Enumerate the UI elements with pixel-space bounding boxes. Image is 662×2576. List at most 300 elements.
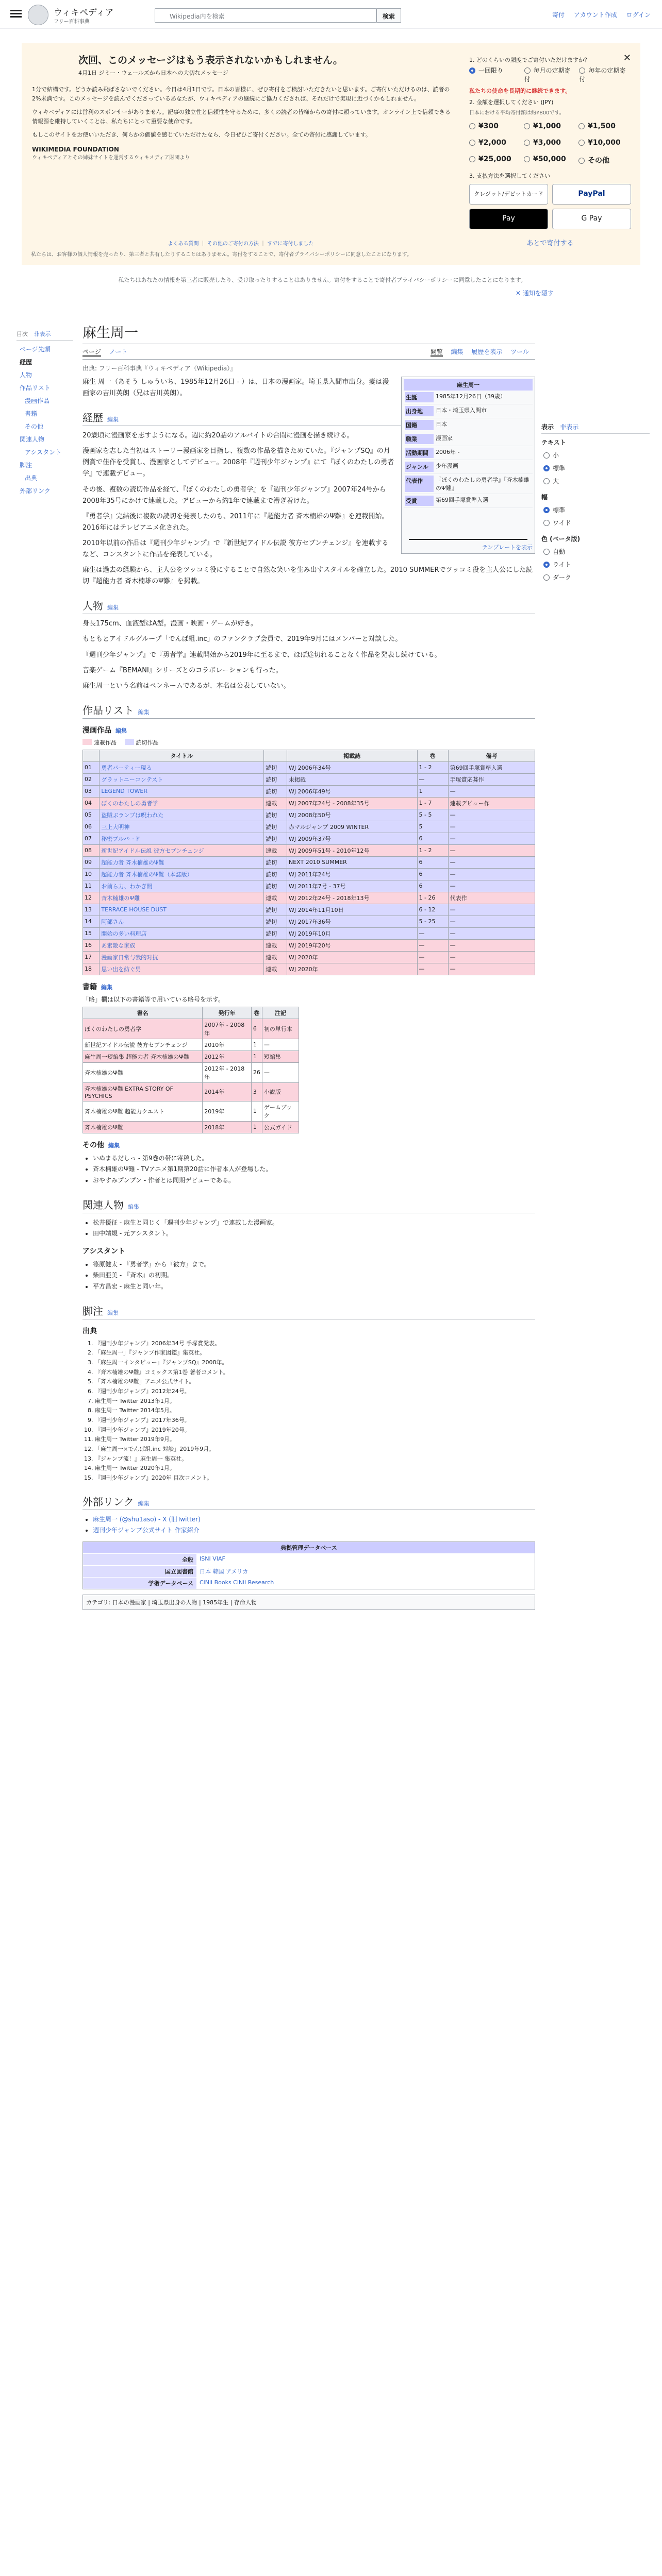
navbox-links[interactable]: ISNI VIAF (200, 1555, 225, 1563)
table-cell: — (448, 916, 535, 927)
close-icon[interactable]: ✕ (623, 53, 631, 63)
table-cell: WJ 2019年20号 (287, 939, 417, 951)
navbox-links[interactable]: 日本 韓国 アメリカ (200, 1568, 249, 1575)
color-label: 色 (ベータ版) (541, 535, 581, 543)
edit-link[interactable]: 編集 (107, 604, 119, 612)
text-size-option[interactable]: 大 (543, 477, 650, 485)
list-item: • 斉木楠雄のΨ難 - TVアニメ第1期第20話に作者本人が登場した。 (93, 1164, 535, 1175)
text-size-label: テキスト (541, 439, 566, 446)
lead-paragraph: 麻生 周一（あそう しゅういち、1985年12月26日 - ）は、日本の漫画家。埼玉県入間市出身。妻は漫画家の吉川英朗（兄は吉川英朗）。 (82, 378, 389, 398)
table-cell: 新世紀アイドル伝説 彼方セブンチェンジ (83, 1039, 203, 1050)
table-cell[interactable]: ぼくのわたしの勇者学 (100, 797, 264, 809)
table-cell: WJ 2007年24号 - 2008年35号 (287, 797, 417, 809)
edit-link[interactable]: 編集 (107, 1309, 119, 1316)
table-cell[interactable]: 開始の多い料理店 (100, 927, 264, 939)
table-cell: 06 (83, 821, 100, 833)
logo-subtitle: フリー百科事典 (54, 19, 90, 25)
column-header: タイトル (100, 750, 264, 761)
banner-privacy-note: 私たちは、お客様の個人情報を売ったり、第三者と共有したりすることはありません。寄付をすることで、寄付者プライバシーポリシーに同意したことになります。 (31, 252, 412, 258)
login-link[interactable]: ログイン (626, 11, 651, 19)
donate-link[interactable]: 寄付 (552, 11, 565, 19)
reference-item: 10. 『週刊少年ジャンプ』2019年20号。 (95, 1426, 535, 1435)
table-cell: 1 - 2 (417, 844, 448, 856)
infobox (401, 377, 535, 554)
freq-monthly[interactable]: 毎月の定期寄付 (524, 67, 571, 83)
tab-history[interactable]: 履歴を表示 (471, 348, 503, 355)
amount-option[interactable]: ¥50,000 (524, 152, 576, 168)
toc-item[interactable]: 書籍 (25, 410, 38, 417)
banner-footer: よくある質問 ｜ その他のご寄付の方法 ｜ すでに寄付しました 私たちは、お客様の個人情報を売ったり、第三者と共有したりすることはありません。寄付をすることで、寄付者プライバシーポリシーに同意したことになります。 (22, 239, 460, 258)
table-cell: 短編集 (262, 1050, 299, 1062)
amount-options (469, 119, 631, 168)
table-cell: 読切 (264, 785, 287, 797)
reference-item: 14. 麻生周一 Twitter 2020年1月。 (95, 1464, 535, 1473)
table-cell: — (417, 927, 448, 939)
table-cell: 連載 (264, 797, 287, 809)
table-cell: 3 (251, 1082, 262, 1101)
table-row (83, 939, 535, 951)
table-cell: 18 (83, 963, 100, 975)
table-row (83, 833, 535, 844)
table-cell: 13 (83, 904, 100, 916)
amount-option[interactable]: ¥300 (469, 119, 522, 133)
hide-notice-link[interactable]: ✕ 通知を隠す (516, 290, 554, 297)
toc-item[interactable]: 経歴 (20, 359, 32, 366)
wikimedia-logo: WIKIMEDIA FOUNDATION (32, 145, 119, 153)
infobox-row: 国籍 日本 (404, 418, 533, 432)
table-row (83, 1062, 299, 1082)
table-cell: 斉木楠雄のΨ難 (83, 1121, 203, 1133)
edit-link[interactable]: 編集 (128, 1203, 139, 1210)
table-cell: — (448, 904, 535, 916)
section-heading: 作品リスト 編集 (82, 702, 535, 719)
table-row (83, 1101, 299, 1121)
infobox-row: 出身地 日本・埼玉県入間市 (404, 404, 533, 418)
amount-option[interactable]: ¥25,000 (469, 152, 522, 168)
table-cell: WJ 2009年51号 - 2010年12号 (287, 844, 417, 856)
table-cell[interactable]: 斉木楠雄のΨ難 (100, 892, 264, 904)
table-cell: 読切 (264, 833, 287, 844)
toc-item[interactable]: ページ先頭 (20, 346, 51, 353)
tab-edit[interactable]: 編集 (451, 348, 464, 355)
table-cell: 第69回手塚賞準入選 (448, 761, 535, 773)
main-menu-icon[interactable] (10, 8, 22, 18)
table-cell: 6 (417, 833, 448, 844)
table-cell[interactable]: 盗賊ぶランプは呪われた (100, 809, 264, 821)
reference-item: 13. 『ジャンプ流！』麻生周一 集英社。 (95, 1454, 535, 1464)
table-cell: 1 - 2 (417, 761, 448, 773)
table-cell: 読切 (264, 856, 287, 868)
paragraph: 20歳頃に漫画家を志すようになる。週に約20話のアルバイトの合間に漫画を描き続ける。 (82, 432, 354, 440)
banner-paragraph: 1分で結構です。どうか読み飛ばさないでください。今日は4月1日です。日本の皆様に、ぜひ寄付をご検討いただきたいと思います。ご寄付いただけるのは、読者の2%未満です。このメッセージを読んでくださっているあなたが、ウィキペディアの継続にご協力くだされば、それだけで実現に近づくかもしれません。 (32, 86, 450, 102)
table-cell: 1 (251, 1101, 262, 1121)
already-donated-link[interactable]: すでに寄付しました (267, 241, 314, 247)
table-cell: 08 (83, 844, 100, 856)
table-cell: 代表作 (448, 892, 535, 904)
table-of-contents (16, 330, 73, 499)
table-cell: 連載 (264, 951, 287, 963)
toc-item[interactable]: アシスタント (25, 449, 62, 456)
table-cell: 6 - 12 (417, 904, 448, 916)
infobox-row: 代表作 『ぼくのわたしの勇者学』『斉木楠雄のΨ難』 (404, 474, 533, 494)
table-row (83, 1019, 299, 1039)
toc-hide-button[interactable]: 非表示 (34, 331, 51, 337)
table-row (83, 892, 535, 904)
edit-link[interactable]: 編集 (108, 1142, 120, 1149)
section-heading: 外部リンク 編集 (82, 1494, 535, 1510)
text-size-option[interactable]: 標準 (543, 464, 650, 472)
table-cell: — (262, 1062, 299, 1082)
table-cell: WJ 2006年34号 (287, 761, 417, 773)
toc-item[interactable]: 関連人物 (20, 436, 45, 443)
page-title: 麻生周一 (82, 321, 535, 344)
amount-note: 日本における平均寄付額は約¥800です。 (469, 110, 565, 116)
table-cell: WJ 2014年11月10日 (287, 904, 417, 916)
table-cell: — (448, 951, 535, 963)
table-row (83, 761, 535, 773)
toc-item[interactable]: 作品リスト (20, 384, 51, 392)
table-cell: — (417, 963, 448, 975)
table-cell[interactable]: 漫画家日常与我的对抗 (100, 951, 264, 963)
toc-item[interactable]: その他 (25, 423, 44, 430)
color-option[interactable]: ダーク (543, 573, 650, 582)
other-list (93, 1153, 535, 1187)
freq-yearly[interactable]: 毎年の定期寄付 (579, 67, 626, 83)
paragraph: 『勇者学』完結後に複数の読切を発表したのち、2011年に『超能力者 斉木楠雄のΨ難』を連載開始。2016年にはテレビアニメ化された。 (82, 512, 389, 532)
table-cell: — (448, 868, 535, 880)
table-cell: 17 (83, 951, 100, 963)
table-row (83, 773, 535, 785)
table-cell: 読切 (264, 773, 287, 785)
table-cell: WJ 2011年7号 - 37号 (287, 880, 417, 892)
assistant-list (93, 1259, 535, 1293)
toc-title: 目次 非表示 (16, 330, 73, 341)
donate-later-link[interactable]: あとで寄付する (526, 240, 574, 247)
freq-once[interactable]: 一回限り (469, 66, 521, 83)
user-links (545, 10, 651, 19)
tab-read[interactable]: 閲覧 (430, 348, 443, 355)
table-cell: 5 (417, 821, 448, 833)
color-option[interactable]: ライト (543, 560, 650, 569)
table-cell: 26 (251, 1062, 262, 1082)
paragraph: その後、複数の読切作品を経て、『ぼくのわたしの勇者学』を『週刊少年ジャンプ』2007年24号から2008年35号にかけて連載した。デビューから約1年で連載まで漕ぎ着けた。 (82, 485, 386, 505)
table-cell: 5 - 25 (417, 916, 448, 927)
table-cell: 読切 (264, 904, 287, 916)
table-row (83, 1039, 299, 1050)
paragraph: 麻生周一という名前はペンネームであるが、本名は公表していない。 (82, 682, 290, 690)
article (82, 309, 535, 1610)
table-cell: WJ 2006年49号 (287, 785, 417, 797)
books-note: 「略」欄は以下の書籍等で用いている略号を示す。 (82, 995, 225, 1003)
donation-banner (22, 43, 640, 265)
toc-item[interactable]: 人物 (20, 371, 32, 379)
table-cell: 読切 (264, 761, 287, 773)
table-cell: — (448, 927, 535, 939)
table-cell: WJ 2019年10月 (287, 927, 417, 939)
infobox-row: 活動期間 2006年 - (404, 446, 533, 460)
faq-link[interactable]: よくある質問 (168, 241, 199, 247)
table-cell[interactable]: 思い出を紡ぐ男 (100, 963, 264, 975)
external-link[interactable]: 週刊少年ジャンプ公式サイト 作家紹介 (93, 1527, 200, 1534)
table-cell: 初の単行本 (262, 1019, 299, 1039)
table-cell: 16 (83, 939, 100, 951)
legend-swatch (82, 739, 92, 745)
list-item: • 田中靖規 - 元アシスタント。 (93, 1228, 535, 1240)
paypal-button[interactable]: PayPal (552, 184, 631, 205)
table-cell: — (448, 856, 535, 868)
other-ways-link[interactable]: その他のご寄付の方法 (207, 241, 259, 247)
edit-link[interactable]: 編集 (107, 416, 119, 423)
table-cell: 2019年 (203, 1101, 252, 1121)
infobox-row: 生誕 1985年12月26日（39歳） (404, 391, 533, 404)
table-cell[interactable]: 新世紀アイドル伝説 彼方セブンチェンジ (100, 844, 264, 856)
table-row (83, 821, 535, 833)
section-heading: 人物 編集 (82, 598, 535, 614)
table-cell: 02 (83, 773, 100, 785)
table-cell: — (448, 785, 535, 797)
toc-item[interactable]: 漫画作品 (25, 397, 50, 404)
table-row (83, 916, 535, 927)
table-cell: 手塚賞応募作 (448, 773, 535, 785)
table-cell: 14 (83, 916, 100, 927)
table-cell: 2014年 (203, 1082, 252, 1101)
edit-link[interactable]: 編集 (138, 1500, 150, 1507)
radio-icon (579, 67, 585, 74)
toc-item[interactable]: 出典 (25, 474, 38, 482)
wikipedia-logo-icon[interactable] (28, 5, 48, 25)
table-cell: 2010年 (203, 1039, 252, 1050)
table-row (83, 1082, 299, 1101)
table-cell: 読切 (264, 821, 287, 833)
table-cell: 読切 (264, 916, 287, 927)
table-cell[interactable]: 阿部さん (100, 916, 264, 927)
column-header: 注記 (262, 1007, 299, 1019)
table-cell[interactable]: 三上大明神 (100, 821, 264, 833)
tab-talk[interactable]: ノート (109, 348, 128, 355)
table-row (83, 809, 535, 821)
table-cell: — (448, 833, 535, 844)
list-item: • 松井優征 - 麻生と同じく「週刊少年ジャンプ」で連載した漫画家。 (93, 1217, 535, 1229)
table-cell: 斉木楠雄のΨ難 超能力クエスト (83, 1101, 203, 1121)
reference-list (95, 1339, 535, 1483)
table-cell: 11 (83, 880, 100, 892)
table-row (83, 904, 535, 916)
toc-item[interactable]: 脚注 (20, 462, 32, 469)
amount-option[interactable]: ¥10,000 (578, 135, 631, 150)
books-table (82, 1007, 299, 1133)
subsection-heading: 書籍 編集 (82, 982, 112, 991)
text-size-option[interactable]: 小 (543, 451, 650, 460)
table-row (83, 927, 535, 939)
section-heading: 経歴 編集 (82, 410, 535, 426)
table-cell: 読切 (264, 927, 287, 939)
subsection-heading: その他 編集 (82, 1141, 120, 1149)
table-cell[interactable]: LEGEND TOWER (100, 785, 264, 797)
table-cell: 未掲載 (287, 773, 417, 785)
reference-item: 4. 『斉木楠雄のΨ難』コミックス第1巻 著者コメント。 (95, 1368, 535, 1378)
paragraph: もともとアイドルグループ「でんぱ組.inc」のファンクラブ会員で、2019年9月にはメンバーと対談した。 (82, 635, 402, 643)
table-cell[interactable]: TERRACE HOUSE DUST (100, 904, 264, 916)
navbox-row: 学術データベース CiNii Books CiNii Research (83, 1577, 535, 1589)
amount-question: 2. 金額を選択してください (JPY) (469, 99, 554, 106)
logo-title[interactable]: ウィキペディア (54, 8, 114, 18)
table-cell: 読切 (264, 868, 287, 880)
table-cell: — (448, 963, 535, 975)
table-cell: — (448, 821, 535, 833)
column-header: 巻 (251, 1007, 262, 1019)
edit-link[interactable]: 編集 (138, 708, 150, 716)
table-cell: 03 (83, 785, 100, 797)
column-header: 発行年 (203, 1007, 252, 1019)
table-cell: 1 - 7 (417, 797, 448, 809)
banner-paragraph: ウィキペディアには営利のスポンサーがありません。記事の独立性と信頼性を守るために、多くの読者の皆様からの寄付に頼っています。オンライン上で信頼できる情報源を維持していくことは、私たちにとって重要な使命です。 (32, 109, 451, 125)
column-header: 書名 (83, 1007, 203, 1019)
apple-pay-button[interactable]: Pay (469, 209, 548, 229)
paragraph: 『週刊少年ジャンプ』で『勇者学』連載開始から2019年に至るまで、ほぼ途切れることなく作品を発表し続けている。 (82, 651, 441, 659)
reference-item: 2. 「麻生周一」『ジャンプ作家図鑑』集英社。 (95, 1348, 535, 1358)
reference-item: 3. 「麻生周一インタビュー」『ジャンプSQ』2008年。 (95, 1358, 535, 1368)
legend-swatch (125, 739, 134, 745)
appearance-title: 表示 非表示 (541, 422, 650, 434)
paragraph: 身長175cm、血液型はA型。漫画・映画・ゲームが好き。 (82, 620, 257, 628)
banner-title: 次回、このメッセージはもう表示されないかもしれません。 (78, 55, 343, 66)
table-cell: 1 (251, 1050, 262, 1062)
table-cell: 5 - 5 (417, 809, 448, 821)
frequency-question: 1. どのくらいの頻度でご寄付いただけますか？ (469, 57, 590, 63)
table-cell: WJ 2020年 (287, 951, 417, 963)
table-cell: 2018年 (203, 1121, 252, 1133)
table-cell: WJ 2008年50号 (287, 809, 417, 821)
reference-item: 1. 『週刊少年ジャンプ』2006年34号 手塚賞発表。 (95, 1339, 535, 1349)
amount-option[interactable]: ¥3,000 (524, 135, 576, 150)
width-option[interactable]: ワイド (543, 518, 650, 527)
subsection-heading: 出典 (82, 1327, 97, 1335)
table-cell: 2007年 - 2008年 (203, 1019, 252, 1039)
banner-subtitle: 4月1日 ジミー・ウェールズから日本への大切なメッセージ (78, 70, 228, 76)
table-cell: — (448, 844, 535, 856)
table-cell: 6 (417, 880, 448, 892)
table-cell: 04 (83, 797, 100, 809)
list-item: • いぬまるだしっ - 第9巻の帯に寄稿した。 (93, 1153, 535, 1164)
frequency-notice: 私たちの使命を長期的に継続できます。 (469, 88, 571, 94)
card-button[interactable]: クレジット/デビットカード (469, 184, 548, 205)
search-button[interactable]: 検索 (376, 8, 401, 23)
table-cell: 1 (251, 1039, 262, 1050)
list-item: • おやすみプンプン - 作者とは同期デビューである。 (93, 1175, 535, 1187)
works-legend: 連載作品 読切作品 (82, 738, 535, 747)
signature-image (409, 511, 527, 540)
table-cell: — (448, 939, 535, 951)
reference-item: 11. 麻生周一 Twitter 2019年9月。 (95, 1435, 535, 1445)
table-cell[interactable]: 勇者パーティー現る (100, 761, 264, 773)
table-cell: 連載 (264, 939, 287, 951)
radio-icon (469, 67, 475, 74)
banner-org-note: ウィキペディアとその姉妹サイトを運営するウィキメディア財団より (32, 155, 190, 161)
table-row (83, 785, 535, 797)
table-cell: NEXT 2010 SUMMER (287, 856, 417, 868)
table-row (83, 1050, 299, 1062)
table-cell[interactable]: あ素敵な家族 (100, 939, 264, 951)
column-header: 掲載誌 (287, 750, 417, 761)
column-header: 巻 (417, 750, 448, 761)
table-row (83, 880, 535, 892)
table-cell: 1 (251, 1121, 262, 1133)
table-cell: 1 - 26 (417, 892, 448, 904)
table-cell: 6 (417, 868, 448, 880)
reference-item: 6. 『週刊少年ジャンプ』2012年24号。 (95, 1387, 535, 1397)
section-heading: 関連人物 編集 (82, 1197, 535, 1213)
table-cell: 小説版 (262, 1082, 299, 1101)
toc-item[interactable]: 外部リンク (20, 487, 51, 495)
table-cell: 01 (83, 761, 100, 773)
table-cell: 読切 (264, 809, 287, 821)
table-cell: 連載 (264, 844, 287, 856)
table-cell: ゲームブック (262, 1101, 299, 1121)
table-cell: WJ 2009年37号 (287, 833, 417, 844)
width-option[interactable]: 標準 (543, 505, 650, 514)
table-cell: 12 (83, 892, 100, 904)
tab-page[interactable]: ページ (82, 348, 101, 355)
column-header: 備考 (448, 750, 535, 761)
table-cell: 連載 (264, 892, 287, 904)
appearance-hide-button[interactable]: 非表示 (560, 423, 579, 431)
appearance-panel (541, 422, 650, 586)
list-item: • 柴田亜美 - 『斉木』の初期。 (93, 1270, 535, 1281)
edit-link[interactable]: 編集 (101, 984, 112, 991)
external-link[interactable]: 麻生周一 (@shu1aso) - X (旧Twitter) (93, 1515, 201, 1523)
amount-option[interactable]: ¥1,000 (524, 119, 576, 133)
subsection-heading: 漫画作品 編集 (82, 726, 127, 735)
navbox-links[interactable]: CiNii Books CiNii Research (200, 1579, 274, 1586)
table-cell[interactable]: 秘密ブルバード (100, 833, 264, 844)
column-header (264, 750, 287, 761)
table-cell: — (417, 773, 448, 785)
table-cell: — (448, 880, 535, 892)
table-cell[interactable]: 超能力者 斉木楠雄のΨ難 (100, 856, 264, 868)
table-row (83, 856, 535, 868)
search-input[interactable]: Wikipedia内を検索 (155, 8, 376, 23)
table-row (83, 797, 535, 809)
table-cell: 6 (251, 1019, 262, 1039)
table-row (83, 1121, 299, 1133)
table-cell: — (448, 809, 535, 821)
color-option[interactable]: 自動 (543, 547, 650, 556)
table-cell[interactable]: お前ら力、わかぎ開 (100, 880, 264, 892)
amount-option[interactable]: ¥1,500 (578, 119, 631, 133)
works-table (82, 750, 535, 975)
table-cell[interactable]: 超能力者 斉木楠雄のΨ難（本誌版） (100, 868, 264, 880)
amount-option[interactable]: ¥2,000 (469, 135, 522, 150)
amount-option-other[interactable]: その他 (578, 152, 631, 168)
table-cell: 赤マルジャンプ 2009 WINTER (287, 821, 417, 833)
table-cell: 連載 (264, 963, 287, 975)
tab-tools[interactable]: ツール (510, 348, 529, 355)
create-account-link[interactable]: アカウント作成 (573, 11, 617, 19)
template-link[interactable]: テンプレートを表示 (482, 544, 533, 551)
category-links[interactable]: カテゴリ: 日本の漫画家 | 埼玉県出身の人物 | 1985年生 | 存命人物 (82, 1595, 535, 1610)
external-links (93, 1514, 535, 1536)
privacy-notice: 私たちはあなたの情報を第三者に販売したり、受け取ったりすることはありません。寄付をすることで寄付者プライバシーポリシーに同意したことになります。 (118, 277, 526, 283)
frequency-options (469, 66, 631, 83)
google-pay-button[interactable]: G Pay (552, 209, 631, 229)
edit-link[interactable]: 編集 (115, 727, 127, 734)
table-cell: 15 (83, 927, 100, 939)
table-cell: 麻生周一短編集 超能力者 斉木楠雄のΨ難 (83, 1050, 203, 1062)
table-row (83, 951, 535, 963)
table-cell: 斉木楠雄のΨ難 EXTRA STORY OF PSYCHICS (83, 1082, 203, 1101)
donation-form (465, 48, 635, 251)
table-cell[interactable]: グラットニーコンテスト (100, 773, 264, 785)
